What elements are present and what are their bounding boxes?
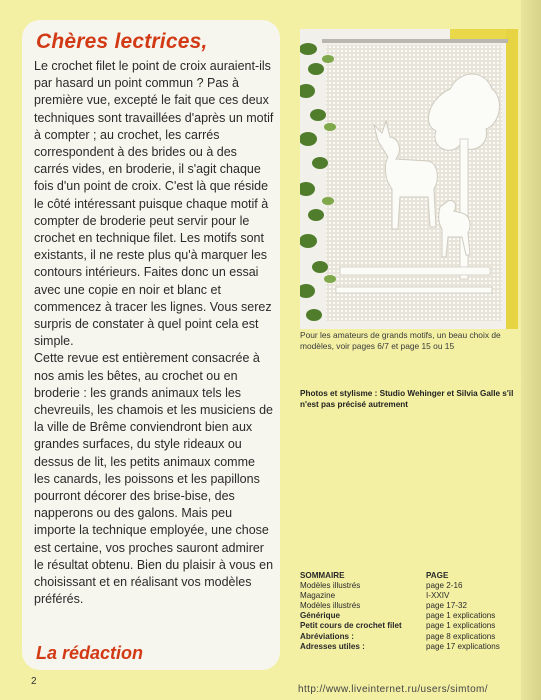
contents-row-label: Abréviations : (300, 631, 354, 641)
contents-row (300, 632, 520, 642)
contents-row-page: page 8 explications (426, 631, 496, 641)
curtain-photo (300, 29, 518, 329)
contents-row-page: page 1 explications (426, 611, 496, 621)
article-title: Chères lectrices, (36, 30, 208, 53)
contents-row-page: page 17-32 (426, 601, 467, 611)
contents-row-page: page 1 explications (426, 621, 496, 631)
contents-header-row (300, 571, 520, 581)
contents-row (300, 642, 520, 652)
contents-row (300, 611, 520, 621)
contents-table (300, 571, 520, 652)
photo-caption: Pour les amateurs de grands motifs, un beau choix de modèles, voir pages 6/7 et page 15 ou 15 (300, 330, 501, 351)
article-body (34, 58, 274, 609)
page-number: 2 (31, 676, 37, 687)
page-binding-shadow (521, 0, 541, 700)
contents-row-label: Petit cours de crochet filet (300, 621, 402, 631)
contents-row (300, 591, 520, 601)
article-paragraph-2: Cette revue est entièrement consacrée à nos amis les bêtes, au crochet ou en broderie : les grands animaux tels les chevreuils, les chamois et les musiciens de la ville de Brême conviendront bien aux grandes surfaces, du style rideaux ou dessus de lit, les petits animaux comme les canards, les poissons et les papillons pourront décorer des brise-bise, des napperons ou des galons. Mais peu importe la technique employée, une chose est certaine, vos proches sauront admirer le résultat obtenu. Bien du plaisir à vous en choisissant et en réalisant vos modèles préférés. (34, 351, 274, 607)
contents-row-page: page 2-16 (426, 581, 463, 591)
contents-row (300, 601, 520, 611)
contents-row-label: Modèles illustrés (300, 601, 361, 611)
article-signature: La rédaction (36, 643, 144, 663)
contents-header-page: PAGE (426, 571, 449, 580)
contents-row-label: Modèles illustrés (300, 581, 361, 591)
contents-row-page: page 17 explications (426, 641, 500, 651)
contents-row-label: Magazine (300, 591, 336, 601)
photo-credits: Photos et stylisme : Studio Wehinger et Silvia Galle s'il n'est pas précisé autrement (300, 389, 514, 409)
source-url[interactable]: http://www.liveinternet.ru/users/simtom/ (298, 684, 488, 695)
contents-row-label: Générique (300, 611, 341, 621)
article-paragraph-1: Le crochet filet le point de croix auraient-ils par hasard un point commun ? Pas à première vue, excepté le fait que ces deux techniques sont travaillées d'après un motif à compter ; au crochet, les carrés correspondent à des brides ou à des carrés vides, en broderie, il s'agit chaque fois d'un point de croix. C'est là que réside le côté intéressant puisque chaque motif à compter de broderie peut servir pour le crochet en technique filet. Les motifs sont existants, il ne reste plus qu'à marquer les contours intérieurs. Faites donc un essai avec une copie en noir et blanc et commencez à tracer les lignes. Vous serez surpris de constater à quel point cela est simple. (34, 59, 274, 349)
contents-row (300, 621, 520, 631)
contents-row (300, 581, 520, 591)
filet-curtain-image (300, 29, 518, 329)
contents-row-label: Adresses utiles : (300, 641, 365, 651)
contents-row-page: I-XXIV (426, 591, 450, 601)
contents-header-label: SOMMAIRE (300, 571, 345, 580)
